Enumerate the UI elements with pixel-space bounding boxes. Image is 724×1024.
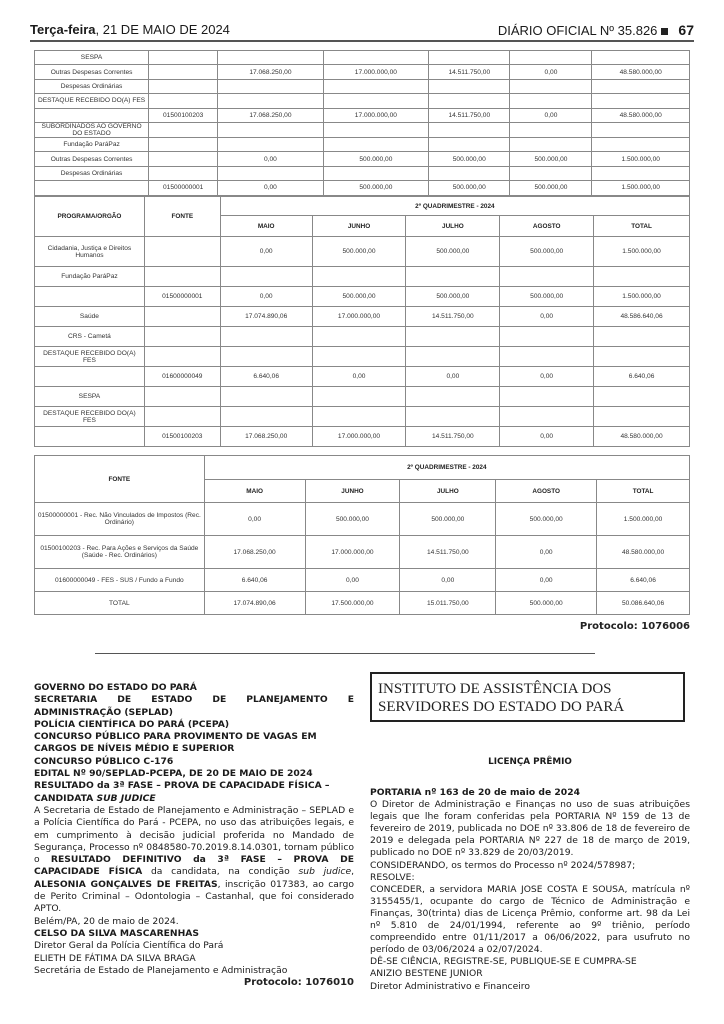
table-cell xyxy=(510,137,592,151)
table-cell: 0,00 xyxy=(500,307,594,327)
heading-concurso-code: CONCURSO PÚBLICO C-176 xyxy=(34,755,174,767)
table-cell xyxy=(500,387,594,407)
month-header: JUNHO xyxy=(305,480,400,503)
table-cell xyxy=(312,327,406,347)
table-row xyxy=(35,427,690,447)
table-cell xyxy=(218,137,323,151)
fonte-summary-table xyxy=(34,455,690,615)
month-header: AGOSTO xyxy=(500,216,594,237)
table-cell: 0,00 xyxy=(305,569,400,592)
table-cell xyxy=(35,181,149,195)
table-row xyxy=(35,94,690,108)
budget-table-continuation xyxy=(34,50,690,196)
table-cell: 50.086.640,06 xyxy=(597,592,690,615)
table-cell xyxy=(323,51,428,65)
table-cell: 0,00 xyxy=(400,569,496,592)
table-cell xyxy=(510,51,592,65)
table-row xyxy=(35,166,690,180)
table-cell: 500.000,00 xyxy=(312,237,406,267)
table-cell: 0,00 xyxy=(500,367,594,387)
table-cell: 0,00 xyxy=(510,108,592,122)
protocol-2: Protocolo: 1076010 xyxy=(243,977,354,989)
table-cell: 500.000,00 xyxy=(429,152,510,166)
heading-governo: GOVERNO DO ESTADO DO PARÁ xyxy=(34,682,197,693)
table-cell: Outras Despesas Correntes xyxy=(35,152,149,166)
table-cell: 500.000,00 xyxy=(500,237,594,267)
col-header-fonte: FONTE xyxy=(35,456,205,503)
table-cell: 0,00 xyxy=(496,569,597,592)
table-cell xyxy=(144,347,220,367)
table-cell: 500.000,00 xyxy=(406,287,500,307)
place-date: Belém/PA, 20 de maio de 2024. xyxy=(34,915,179,927)
table-cell xyxy=(592,166,690,180)
table-cell: 1.500.000,00 xyxy=(597,503,690,536)
table-cell xyxy=(406,407,500,427)
table-cell: Despesas Ordinárias xyxy=(35,166,149,180)
signer-role: Diretor Administrativo e Financeiro xyxy=(370,980,531,992)
table-cell xyxy=(220,387,312,407)
col-header-fonte: FONTE xyxy=(144,197,220,237)
table-cell xyxy=(406,387,500,407)
period-header: 2º QUADRIMESTRE - 2024 xyxy=(220,197,689,216)
month-header: TOTAL xyxy=(597,480,690,503)
table-cell xyxy=(429,166,510,180)
table-cell xyxy=(144,267,220,287)
table-cell: 500.000,00 xyxy=(496,503,597,536)
header-date-text: , 21 DE MAIO DE 2024 xyxy=(95,22,230,37)
table-row xyxy=(35,152,690,166)
table-row xyxy=(35,327,690,347)
table-cell: Despesas Ordinárias xyxy=(35,79,149,93)
table-cell: 17.000.000,00 xyxy=(305,536,400,569)
table-cell xyxy=(35,427,145,447)
page-header xyxy=(30,20,694,40)
programa-orgao-table xyxy=(34,196,690,447)
table-cell: 1.500.000,00 xyxy=(594,237,690,267)
col-header-programa: PROGRAMA/ORGÃO xyxy=(35,197,145,237)
table-row xyxy=(35,108,690,122)
header-rule xyxy=(30,40,694,42)
table-cell: 1.500.000,00 xyxy=(592,181,690,195)
table-cell xyxy=(144,237,220,267)
month-header: JULHO xyxy=(406,216,500,237)
table-cell: 01600000049 xyxy=(144,367,220,387)
table-cell xyxy=(510,122,592,137)
table-cell: 0,00 xyxy=(220,287,312,307)
table-row xyxy=(35,237,690,267)
table-cell: 48.580.000,00 xyxy=(592,65,690,79)
table-cell xyxy=(429,137,510,151)
page-number: 67 xyxy=(678,22,694,38)
table-cell: Fundação ParáPaz xyxy=(35,267,145,287)
table-cell xyxy=(220,407,312,427)
table-cell xyxy=(220,267,312,287)
table-row xyxy=(35,51,690,65)
table-cell xyxy=(594,387,690,407)
signer2-role: Secretária de Estado de Planejamento e Administração xyxy=(34,964,288,976)
table-cell: Fundação ParáPaz xyxy=(35,137,149,151)
table-cell xyxy=(500,327,594,347)
table-cell: 48.586.640,06 xyxy=(594,307,690,327)
table-cell xyxy=(592,51,690,65)
table-cell: 0,00 xyxy=(218,152,323,166)
table-cell: 17.074.890,06 xyxy=(220,307,312,327)
table-cell xyxy=(149,137,218,151)
table-cell: 0,00 xyxy=(312,367,406,387)
table-row xyxy=(35,347,690,367)
month-header: MAIO xyxy=(204,480,305,503)
table-cell xyxy=(149,79,218,93)
table-cell xyxy=(594,267,690,287)
table-cell: 17.000.000,00 xyxy=(323,108,428,122)
section-separator xyxy=(95,653,595,654)
table-cell: 500.000,00 xyxy=(510,181,592,195)
header-journal xyxy=(498,22,694,38)
table-cell: 0,00 xyxy=(218,181,323,195)
table-cell xyxy=(218,122,323,137)
period-header: 2º QUADRIMESTRE - 2024 xyxy=(204,456,689,480)
table-row xyxy=(35,267,690,287)
table-cell: 48.580.000,00 xyxy=(594,427,690,447)
table-cell: 01500100203 - Rec. Para Ações e Serviços da Saúde (Saúde - Rec. Ordinários) xyxy=(35,536,205,569)
table-cell: 48.580.000,00 xyxy=(592,108,690,122)
table-cell: CRS - Cametá xyxy=(35,327,145,347)
table-cell: TOTAL xyxy=(35,592,205,615)
table-cell: 17.068.250,00 xyxy=(220,427,312,447)
table-row xyxy=(35,65,690,79)
table-row xyxy=(35,287,690,307)
table-row xyxy=(35,569,690,592)
protocol-1: Protocolo: 1076006 xyxy=(579,621,690,632)
table-cell: 14.511.750,00 xyxy=(429,65,510,79)
table-cell xyxy=(149,65,218,79)
table-row xyxy=(35,307,690,327)
table-cell xyxy=(35,108,149,122)
table-cell: 48.580.000,00 xyxy=(597,536,690,569)
table-cell xyxy=(144,327,220,347)
table-cell: SUBORDINADOS AO GOVERNO DO ESTADO xyxy=(35,122,149,137)
table-cell xyxy=(218,94,323,108)
table-cell xyxy=(312,267,406,287)
table-cell xyxy=(510,166,592,180)
table-cell: DESTAQUE RECEBIDO DO(A) FES xyxy=(35,94,149,108)
table-cell: Cidadania, Justiça e Direitos Humanos xyxy=(35,237,145,267)
signer1-role: Diretor Geral da Polícia Científica do Pará xyxy=(34,940,224,952)
table-cell: 14.511.750,00 xyxy=(429,108,510,122)
table-cell: 500.000,00 xyxy=(496,592,597,615)
table-cell xyxy=(510,94,592,108)
table-cell: 14.511.750,00 xyxy=(406,307,500,327)
table-cell xyxy=(149,166,218,180)
table-cell: 0,00 xyxy=(496,536,597,569)
table-cell: DESTAQUE RECEBIDO DO(A) FES xyxy=(35,347,145,367)
table-cell xyxy=(149,51,218,65)
heading-concurso: CONCURSO PÚBLICO PARA PROVIMENTO DE VAGAS EM CARGOS DE NÍVEIS MÉDIO E SUPERIOR xyxy=(34,731,317,755)
table-cell xyxy=(592,94,690,108)
table-cell xyxy=(149,152,218,166)
considerando: CONSIDERANDO, os termos do Processo nº 2024/578987; xyxy=(370,859,636,871)
table-cell: 17.068.250,00 xyxy=(204,536,305,569)
table-row xyxy=(35,137,690,151)
table-cell xyxy=(592,122,690,137)
table-cell xyxy=(429,51,510,65)
table-cell xyxy=(406,267,500,287)
body-part-3: , xyxy=(351,866,355,878)
table-cell xyxy=(500,407,594,427)
table-cell xyxy=(592,137,690,151)
table-row xyxy=(35,122,690,137)
table-cell: 1.500.000,00 xyxy=(592,152,690,166)
table-cell xyxy=(323,79,428,93)
resultado-text: RESULTADO da 3ª FASE – PROVA DE CAPACIDADE FÍSICA – CANDIDATA xyxy=(34,780,330,804)
table-row xyxy=(35,181,690,195)
journal-title: DIÁRIO OFICIAL Nº 35.826 xyxy=(497,23,658,38)
table-cell xyxy=(323,94,428,108)
table-row xyxy=(35,367,690,387)
table-row xyxy=(35,592,690,615)
table-cell xyxy=(218,166,323,180)
body-part-4: , inscrição 017383, ao cargo de Perito Criminal – Odontologia – Castanhal, que foi considerado APTO. xyxy=(34,878,354,915)
table-cell: 17.068.250,00 xyxy=(218,108,323,122)
table-cell: 14.511.750,00 xyxy=(406,427,500,447)
table-cell xyxy=(429,94,510,108)
table-cell: 17.068.250,00 xyxy=(218,65,323,79)
table-cell: 01500000001 xyxy=(149,181,218,195)
institute-title-box: INSTITUTO DE ASSISTÊNCIA DOS SERVIDORES DO ESTADO DO PARÁ xyxy=(370,672,685,722)
table-cell xyxy=(594,327,690,347)
table-cell: 0,00 xyxy=(406,367,500,387)
table-cell: 6.640,06 xyxy=(220,367,312,387)
table-cell: 14.511.750,00 xyxy=(400,536,496,569)
table-cell xyxy=(429,122,510,137)
table-cell xyxy=(323,137,428,151)
table-cell: 17.500.000,00 xyxy=(305,592,400,615)
section-title: LICENÇA PRÊMIO xyxy=(488,757,572,767)
table-row xyxy=(35,407,690,427)
table-cell: 500.000,00 xyxy=(305,503,400,536)
table-cell: 01500000001 - Rec. Não Vinculados de Impostos (Rec. Ordinário) xyxy=(35,503,205,536)
table-cell xyxy=(149,122,218,137)
table-cell: 500.000,00 xyxy=(510,152,592,166)
signer2-name: ELIETH DE FÁTIMA DA SILVA BRAGA xyxy=(34,952,196,964)
table-cell: 0,00 xyxy=(510,65,592,79)
heading-pcepa: POLÍCIA CIENTÍFICA DO PARÁ (PCEPA) xyxy=(34,718,230,730)
table-cell xyxy=(220,327,312,347)
table-cell xyxy=(220,347,312,367)
table-row xyxy=(35,387,690,407)
table-cell: 500.000,00 xyxy=(406,237,500,267)
table-row xyxy=(35,79,690,93)
table-cell xyxy=(312,407,406,427)
table-cell xyxy=(594,407,690,427)
table-cell xyxy=(500,267,594,287)
table-cell xyxy=(323,122,428,137)
month-header: JUNHO xyxy=(312,216,406,237)
month-header: AGOSTO xyxy=(496,480,597,503)
paragraph-preamble: O Diretor de Administração e Finanças no uso de suas atribuições legais que lhe foram conferidas pela PORTARIA Nº 159 de 13 de fevereiro de 2019, publicada no DOE nº 33.806 de 18 de fevereiro de 2019 e delegada pela PORTARIA Nº 227 de 18 de março de 2019, publicado no DOE nº 33.829 de 20/03/2019. xyxy=(370,799,690,859)
square-bullet-icon xyxy=(661,28,668,35)
table-cell: 17.000.000,00 xyxy=(312,307,406,327)
signer-name: ANIZIO BESTENE JUNIOR xyxy=(370,968,483,980)
body-part-2: da candidata, na condição xyxy=(142,866,299,878)
table-row xyxy=(35,503,690,536)
heading-resultado xyxy=(34,780,354,805)
table-cell: 01600000049 - FES - SUS / Fundo a Fundo xyxy=(35,569,205,592)
table-cell: 500.000,00 xyxy=(500,287,594,307)
table-cell xyxy=(406,347,500,367)
table-cell xyxy=(218,79,323,93)
table-cell xyxy=(144,407,220,427)
table-cell xyxy=(429,79,510,93)
candidate-name: ALESONIA GONÇALVES DE FREITAS xyxy=(34,878,218,890)
table-cell xyxy=(35,367,145,387)
table-cell: 500.000,00 xyxy=(323,152,428,166)
table-cell xyxy=(406,327,500,347)
table-row xyxy=(35,536,690,569)
body-italic: sub judice xyxy=(298,866,352,878)
table-cell: SESPA xyxy=(35,51,149,65)
table-cell: 17.074.890,06 xyxy=(204,592,305,615)
table-cell: Saúde xyxy=(35,307,145,327)
table-cell: 01500100203 xyxy=(149,108,218,122)
table-cell xyxy=(144,387,220,407)
table-cell: 0,00 xyxy=(204,503,305,536)
paragraph-conceder: CONCEDER, a servidora MARIA JOSE COSTA E SOUSA, matrícula nº 3155455/1, ocupante do cargo de Técnico de Administração e Finanças, 30(trinta) dias de Licença Prêmio, conforme art. 98 da Lei nº 5.810 de 24/01/1994, referente ao 9º triênio, período compreendido entre 01/11/2017 a 06/06/2022, para usufruto no período de 03/06/2024 a 02/07/2024. xyxy=(370,883,690,956)
table-cell xyxy=(500,347,594,367)
table-cell: 01500000001 xyxy=(144,287,220,307)
table-cell: 6.640,06 xyxy=(204,569,305,592)
table-cell xyxy=(594,347,690,367)
table-cell: Outras Despesas Correntes xyxy=(35,65,149,79)
header-weekday: Terça-feira xyxy=(30,22,96,37)
seplad-article xyxy=(34,682,354,989)
portaria-title: PORTARIA nº 163 de 20 de maio de 2024 xyxy=(370,787,580,798)
header-date xyxy=(30,22,230,37)
body-bold-1: RESULTADO DEFINITIVO da 3ª FASE – PROVA DE CAPACIDADE FÍSICA xyxy=(34,854,354,878)
body-part-1: A Secretaria de Estado de Planejamento e Administração – SEPLAD e a Polícia Científica do Pará - PCEPA, no uso das atribuições legais, e em cumprimento à decisão judicial proferida no Mandado de Segurança, Processo nº 0848580-70.2019.8.14.0301, tornam público o xyxy=(34,804,354,866)
resolve: RESOLVE: xyxy=(370,871,415,883)
heading-edital: EDITAL Nº 90/SEPLAD-PCEPA, DE 20 DE MAIO DE 2024 xyxy=(34,768,313,780)
table-cell: 500.000,00 xyxy=(400,503,496,536)
closing: DÊ-SE CIÊNCIA, REGISTRE-SE, PUBLIQUE-SE E CUMPRA-SE xyxy=(370,956,637,968)
table-cell: 500.000,00 xyxy=(312,287,406,307)
table-cell: 15.011.750,00 xyxy=(400,592,496,615)
heading-secretaria: SECRETARIA DE ESTADO DE PLANEJAMENTO E ADMINISTRAÇÃO (SEPLAD) xyxy=(34,694,354,718)
signer1-name: CELSO DA SILVA MASCARENHAS xyxy=(34,927,200,939)
table-cell: 1.500.000,00 xyxy=(594,287,690,307)
table-cell xyxy=(510,79,592,93)
table-cell: 17.000.000,00 xyxy=(323,65,428,79)
table-cell xyxy=(312,387,406,407)
table-cell xyxy=(312,347,406,367)
table-cell: 500.000,00 xyxy=(429,181,510,195)
table-cell: 0,00 xyxy=(220,237,312,267)
table-cell xyxy=(323,166,428,180)
sub-judice-text: SUB JUDICE xyxy=(96,792,156,804)
table-cell: 6.640,06 xyxy=(594,367,690,387)
month-header: JULHO xyxy=(400,480,496,503)
table-cell: 17.000.000,00 xyxy=(312,427,406,447)
article-body xyxy=(34,805,354,916)
table-cell: 01500100203 xyxy=(144,427,220,447)
table-cell: 6.640,06 xyxy=(597,569,690,592)
table-cell xyxy=(592,79,690,93)
table-cell xyxy=(149,94,218,108)
table-cell xyxy=(35,287,145,307)
month-header: TOTAL xyxy=(594,216,690,237)
month-header: MAIO xyxy=(220,216,312,237)
table-cell: SESPA xyxy=(35,387,145,407)
licenca-premio-article xyxy=(370,787,690,993)
table-cell: 500.000,00 xyxy=(323,181,428,195)
table-cell xyxy=(218,51,323,65)
table-cell: 0,00 xyxy=(500,427,594,447)
table-cell xyxy=(144,307,220,327)
table-cell: DESTAQUE RECEBIDO DO(A) FES xyxy=(35,407,145,427)
